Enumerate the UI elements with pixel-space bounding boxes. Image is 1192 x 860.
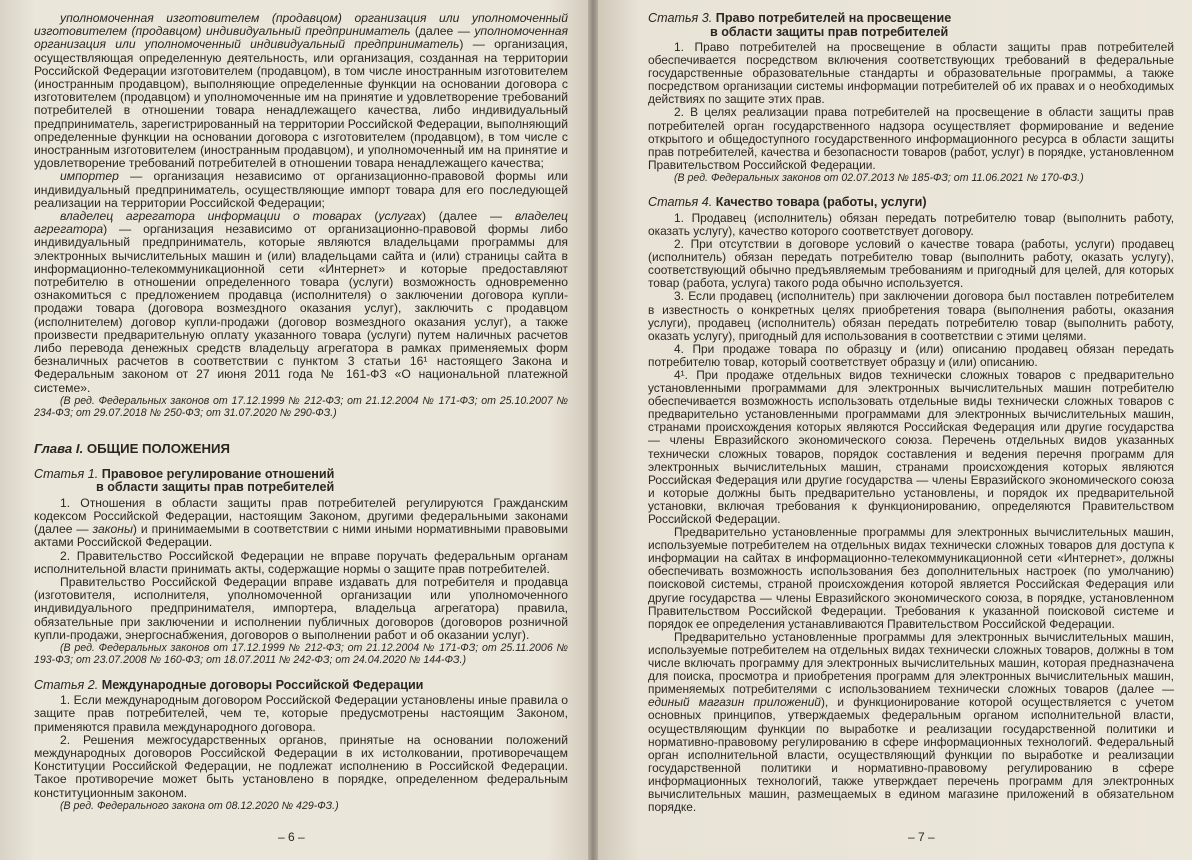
article-4-heading: [648, 196, 1174, 210]
article-1-paragraph-1: [34, 497, 568, 550]
article-4-paragraph-3: 3. Если продавец (исполнитель) при заключении договора был поставлен потребителем в известность о конкретных целях приобретения товара (выполнения работы, оказания услуги), продавец (исполнитель) обязан передать потребителю товар (выполнить работу, оказать услугу), пригодный для использования в соответствии с этими целями.: [648, 289, 1174, 343]
amendment-note: (В ред. Федеральных законов от 17.12.1999 № 212-ФЗ; от 21.12.2004 № 171-ФЗ; от 25.11.2006 № 193-ФЗ; от 23.07.2008 № 160-ФЗ; от 18.07.2011 № 242-ФЗ; от 24.04.2020 № 144-ФЗ.): [34, 641, 568, 667]
article-2-heading: [34, 679, 568, 693]
term-app-store: единый магазин приложений: [648, 695, 821, 710]
article-1-heading: [34, 468, 568, 495]
article-4-paragraph-4: 4. При продаже товара по образцу и (или) описанию продавец обязан передать потребителю товар, который соответствует образцу и (или) описанию.: [648, 341, 1174, 369]
article-label: Статья 3.: [648, 11, 713, 25]
chapter-label: Глава I.: [34, 440, 84, 456]
article-4-paragraph-preinstalled-search: Предварительно установленные программы для электронных вычислительных машин, используемые потребителем на отдельных видах технически сложных товаров для доступа к информации на сайтах в информационно-телекоммуникационной сети «Интернет», должны обеспечивать возможность использования без дополнительных настроек (по умолчанию) поисковой системы, страной происхождения которой является Российская Федерация или другие государства — члены Евразийского экономического союза, в порядке, установленном Правительством Российской Федерации. Требования к указанной поисковой системе и порядок ее определения устанавливаются Правительством Российской Федерации.: [648, 525, 1174, 631]
term-laws: законы: [92, 522, 133, 537]
text-span: (: [361, 209, 379, 224]
definition-text: ) — организация, осуществляющая определенную деятельность, или организация, созданная на территории Российской Федерации изготовителем (продавцом), в том числе иностранным изготовителем (иностранным продавцом), выполняющие определенные функции на основании договора с изготовителем (продавцом) и уполномоченные им на принятие и удовлетворение требований потребителей в отношении товара ненадлежащего качества, либо индивидуальный предприниматель, зарегистрированный на территории Российской Федерации, выполняющий определенные функции на основании договора с изготовителем (продавцом), в том числе с иностранным изготовителем (иностранным продавцом), и уполномоченный им на принятие и удовлетворение требований потребителей в отношении товара ненадлежащего качества;: [34, 37, 568, 171]
definition-text: — организация независимо от организационно-правовой формы или индивидуальный предприниматель, осуществляющие импорт товара для его последующей реализации на территории Российской Федерации;: [34, 169, 568, 210]
article-3-paragraph-1: 1. Право потребителей на просвещение в области защиты прав потребителей обеспечивается посредством включения соответствующих требований в федеральные государственные образовательные стандарты и образовательные программы, а также посредством организации системы информации потребителей об их правах и о необходимых действиях по защите этих прав.: [648, 40, 1174, 107]
article-2-paragraph-1: 1. Если международным договором Российской Федерации установлены иные правила о защите прав потребителей, чем те, которые предусмотрены настоящим Законом, применяются правила международного договора.: [34, 693, 568, 734]
article-title: Качество товара (работы, услуги): [712, 195, 927, 210]
article-3-heading: [648, 12, 1174, 39]
article-1-paragraph-3: Правительство Российской Федерации вправе издавать для потребителя и продавца (изготовителя, исполнителя, уполномоченной организации или уполномоченного индивидуального предпринимателя, импортера, владельца агрегатора) правила, обязательные при заключении и исполнении публичных договоров (договоров розничной купли-продажи, энергоснабжения, договоров о выполнении работ и об оказании услуг).: [34, 574, 568, 642]
article-label: Статья 4.: [648, 195, 713, 210]
page-right-content: [648, 12, 1174, 814]
text-span: ) (далее —: [422, 209, 515, 224]
definition-importer: [34, 170, 568, 210]
article-title: Международные договоры Российской Федерации: [98, 677, 424, 692]
term-authorized-organization: уполномоченная изготовителем (продавцом) организация или уполномоченный изготовителем (продавцом) индивидуальный предприниматель: [34, 11, 568, 39]
page-left-content: [34, 12, 568, 812]
amendment-note: (В ред. Федерального закона от 08.12.2020 № 429-ФЗ.): [60, 799, 339, 812]
article-4-paragraph-2: 2. При отсутствии в договоре условий о качестве товара (работы, услуги) продавец (исполнитель) обязан передать потребителю товар (выполнить работу, оказать услугу), соответствующий обычно предъявляемым требованиям и пригодный для целей, для которых товар (работа, услуга) такого рода обычно используется.: [648, 237, 1174, 291]
text-span: 1. Отношения в области защиты прав потребителей регулируются Гражданским кодексом Российской Федерации, настоящим Законом, другими федеральными законами (далее —: [34, 495, 568, 537]
page-left: [0, 0, 588, 860]
article-4-paragraph-app-store: [648, 631, 1174, 814]
book-gutter: [588, 0, 598, 860]
definition-aggregator-owner: [34, 210, 568, 395]
amendment-note: (В ред. Федеральных законов от 17.12.1999 № 212-ФЗ; от 21.12.2004 № 171-ФЗ; от 25.10.2007 № 234-ФЗ; от 29.07.2018 № 250-ФЗ; от 31.07.2020 № 290-ФЗ.): [34, 394, 568, 420]
article-label: Статья 1.: [34, 466, 99, 481]
article-label: Статья 2.: [34, 677, 99, 692]
article-4-paragraph-4-1: 4¹. При продаже отдельных видов технически сложных товаров с предварительно установленными программами для электронных вычислительных машин потребителю обеспечивается возможность использовать отдельные виды технически сложных товаров с предварительно установленными программами для электронных вычислительных машин, странами происхождения которых являются Российская Федерация или другие государства — члены Евразийского экономического союза. Перечень отдельных видов указанных технически сложных товаров, порядок составления и ведения перечня программ для электронных вычислительных машин, странами происхождения которых являются Российская Федерация или другие государства — члены Евразийского экономического союза и которые должны быть предварительно установлены, и порядок их предварительной установки, включая требования к функционированию, определяются Правительством Российской Федерации.: [648, 367, 1174, 526]
page-number: – 7 –: [908, 830, 935, 844]
chapter-title: ОБЩИЕ ПОЛОЖЕНИЯ: [83, 440, 230, 456]
article-title: Право потребителей на просвещение: [712, 11, 952, 25]
term-short: уполномоченная организация или уполномоченный индивидуальный предприниматель: [34, 24, 568, 52]
term-aggregator-owner: владелец агрегатора информации о товарах: [60, 209, 362, 224]
term-importer: импортер: [60, 169, 119, 184]
amendment-note: (В ред. Федеральных законов от 02.07.2013 № 185-ФЗ; от 11.06.2021 № 170-ФЗ.): [674, 171, 1084, 184]
article-title-line2: в области защиты прав потребителей: [96, 480, 335, 495]
definition-text: ) — организация независимо от организационно-правовой формы либо индивидуальный предприниматель, которые являются владельцами программы для электронных вычислительных машин и (или) владельцами сайта и (или) страницы сайта в информационно-телекоммуникационной сети «Интернет» и которые предоставляют потребителю в отношении определенного товара (услуги) возможность одновременно ознакомиться с предложением продавца (исполнителя) о заключении договора купли-продажи товара (договора возмездного оказания услуг), заключить с продавцом (исполнителем) договор купли-продажи (договор возмездного оказания услуг), а также произвести предварительную оплату указанного товара (услуги) путем наличных расчетов либо перевода денежных средств владельцу агрегатора в рамках применяемых форм безналичных расчетов в соответствии с пунктом 3 статьи 16¹ настоящего Закона и Федеральным законом от 27 июня 2011 года № 161-ФЗ «О национальной платежной системе».: [34, 222, 568, 395]
text-span: Предварительно установленные программы для электронных вычислительных машин, используемые потребителем на отдельных видах технически сложных товаров, должны в том числе включать программу для электронных вычислительных машин, которая предназначена для поиска, просмотра и приобретения программ для электронных вычислительных машин, применяемых потребителями с использованием технически сложных товаров (далее —: [648, 629, 1174, 697]
article-title-line2: в области защиты прав потребителей: [710, 24, 949, 39]
term-services: услугах: [378, 209, 423, 224]
article-1-paragraph-2: 2. Правительство Российской Федерации не вправе поручать федеральным органам исполнительной власти принимать акты, содержащие нормы о защите прав потребителей.: [34, 548, 568, 576]
text-span: ), и функционирование которой осуществляется с учетом основных принципов, утверждаемых федеральным органом исполнительной власти, осуществляющим функции по выработке и реализации государственной политики и нормативно-правовому регулированию в сфере информационных технологий. Федеральный орган исполнительной власти, осуществляющий функции по выработке и реализации государственной политики и нормативно-правовому регулированию в сфере информационных технологий, также утверждает перечень программ для электронных вычислительных машин, размещаемых в едином магазине приложений в обязательном порядке.: [648, 695, 1174, 815]
page-number: – 6 –: [278, 830, 305, 844]
article-3-paragraph-2: 2. В целях реализации права потребителей на просвещение в области защиты прав потребителей орган государственного надзора осуществляет формирование и ведение открытого и общедоступного государственного информационного ресурса в области защиты прав потребителей, качества и безопасности товаров (работ, услуг) в порядке, установленном Правительством Российской Федерации.: [648, 105, 1174, 172]
article-2-paragraph-2: 2. Решения межгосударственных органов, принятые на основании положений международных договоров Российской Федерации в их истолковании, противоречащем Конституции Российской Федерации, не подлежат исполнению в Российской Федерации. Такое противоречие может быть установлено в порядке, определенном федеральным конституционным законом.: [34, 732, 568, 800]
article-title: Правовое регулирование отношений: [98, 466, 335, 481]
term-short: владелец агрегатора: [34, 209, 568, 237]
text-span: ) и принимаемыми в соответствии с ними иными нормативными правовыми актами Российской Федерации.: [34, 522, 568, 550]
definition-authorized-organization: [34, 12, 568, 170]
article-4-paragraph-1: 1. Продавец (исполнитель) обязан передать потребителю товар (выполнить работу, оказать услугу), качество которого соответствует договору.: [648, 210, 1174, 238]
text-span: (далее —: [410, 24, 475, 39]
chapter-heading: [34, 442, 568, 456]
page-right: [598, 0, 1192, 860]
